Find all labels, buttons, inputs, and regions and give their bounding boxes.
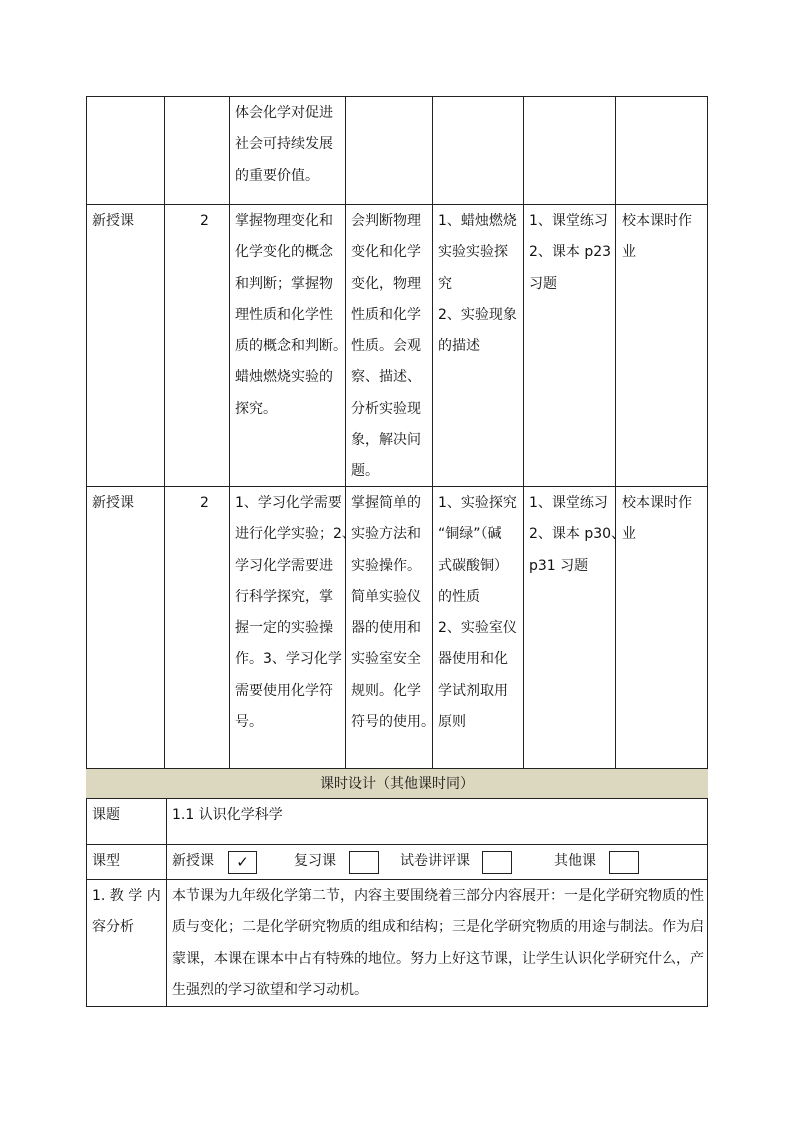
line: 掌握简单的 xyxy=(351,495,421,511)
line: 探究。 xyxy=(235,400,277,417)
line: 业 xyxy=(622,244,636,261)
line: 1、学习化学需要 xyxy=(235,495,342,511)
line: 学习化学需要进 xyxy=(235,557,333,574)
line: 实验室安全 xyxy=(351,651,421,668)
topic-value: 1.1 认识化学科学 xyxy=(172,807,283,823)
line: 究 xyxy=(438,275,452,292)
line: 作。3、学习化学 xyxy=(235,651,342,668)
line: 化学变化的概念 xyxy=(235,244,333,261)
type-option-review: 复习课 xyxy=(294,853,336,869)
line: 象，解决问 xyxy=(351,432,421,449)
line: 题。 xyxy=(351,463,379,480)
row2-activities xyxy=(438,488,517,738)
line: 1、课堂练习 xyxy=(529,213,608,229)
type-checkbox-new[interactable]: ✓ xyxy=(228,851,257,874)
line: 性质和化学 xyxy=(351,306,421,323)
line: 实验方法和 xyxy=(351,526,421,543)
section-header-band xyxy=(86,768,708,799)
line: 进行化学实验；2、 xyxy=(235,526,356,543)
line: 行科学探究，掌 xyxy=(235,588,333,605)
row2-exercises xyxy=(529,488,625,582)
line: 实验操作。 xyxy=(351,557,421,574)
line: 2、实验现象 xyxy=(438,306,517,323)
line: 掌握物理变化和 xyxy=(235,213,333,229)
line: 会判断物理 xyxy=(351,213,421,229)
line: 需要使用化学符 xyxy=(235,682,333,699)
row2-homework xyxy=(622,488,692,551)
line: 蜡烛燃烧实验的 xyxy=(235,369,333,386)
row0-objectives-text xyxy=(235,98,333,192)
type-checkbox-other[interactable] xyxy=(609,851,639,874)
line: 的性质 xyxy=(438,588,480,605)
line: 容分析 xyxy=(92,919,134,936)
row1-activities xyxy=(438,206,517,362)
upper-col-divider-6 xyxy=(615,96,616,769)
analysis-text xyxy=(172,881,704,1006)
line: 分析实验现 xyxy=(351,400,421,417)
row2-lesson-type: 新授课 xyxy=(92,495,134,511)
line: 器使用和化 xyxy=(438,651,508,668)
line: 生强烈的学习欲望和学习动机。 xyxy=(172,981,368,998)
lower-row-divider-1 xyxy=(86,844,708,845)
section-title: 课时设计（其他课时同） xyxy=(320,776,474,792)
line: 学试剂取用 xyxy=(438,682,508,699)
row1-abilities xyxy=(351,206,421,488)
line: 简单实验仪 xyxy=(351,588,421,605)
line: 业 xyxy=(622,526,636,543)
line: 原则 xyxy=(438,714,466,731)
topic-label: 课题 xyxy=(92,807,120,823)
line: 的描述 xyxy=(438,338,480,355)
line: 2、课本 p23 xyxy=(529,244,612,261)
type-option-other: 其他课 xyxy=(554,853,596,869)
row2-objectives xyxy=(235,488,356,738)
line: 本节课为九年级化学第二节，内容主要围绕着三部分内容展开：一是化学研究物质的性 xyxy=(172,888,704,904)
line: 质与变化；二是化学研究物质的组成和结构；三是化学研究物质的用途与制法。作为启 xyxy=(172,919,704,936)
row1-lesson-type: 新授课 xyxy=(92,213,134,229)
type-label: 课型 xyxy=(92,853,120,869)
line: 式碳酸铜） xyxy=(438,557,508,574)
row1-homework xyxy=(622,206,692,269)
line: 变化，物理 xyxy=(351,275,421,292)
analysis-label xyxy=(92,881,161,944)
line: 1、课堂练习 xyxy=(529,495,608,511)
line: 理性质和化学性 xyxy=(235,306,333,323)
line: 社会可持续发展 xyxy=(235,136,333,153)
line: 规则。化学 xyxy=(351,682,421,699)
upper-row-divider-1 xyxy=(86,204,708,205)
line: 1. 教 学 内 xyxy=(92,888,161,904)
upper-col-divider-5 xyxy=(523,96,524,769)
row2-abilities xyxy=(351,488,435,738)
line: “铜绿”（碱 xyxy=(438,526,502,543)
lower-row-divider-2 xyxy=(86,879,708,880)
line: p31 习题 xyxy=(529,557,589,574)
line: 习题 xyxy=(529,275,557,292)
lower-col-divider xyxy=(166,798,167,1007)
line: 握一定的实验操 xyxy=(235,620,333,637)
type-option-exam-review: 试卷讲评课 xyxy=(400,853,470,869)
line: 性质。会观 xyxy=(351,338,421,355)
line: 质的概念和判断。 xyxy=(235,338,347,355)
line: 器的使用和 xyxy=(351,620,421,637)
row1-exercises xyxy=(529,206,611,300)
line: 符号的使用。 xyxy=(351,714,435,731)
type-checkbox-review[interactable] xyxy=(349,851,379,874)
row1-hours: 2 xyxy=(200,213,209,229)
line: 蒙课，本课在课本中占有特殊的地位。努力上好这节课，让学生认识化学研究什么，产 xyxy=(172,950,704,967)
row2-hours: 2 xyxy=(200,495,209,511)
line: 2、课本 p30、 xyxy=(529,526,626,543)
type-checkbox-exam-review[interactable] xyxy=(482,851,512,874)
line: 变化和化学 xyxy=(351,244,421,261)
upper-col-divider-1 xyxy=(164,96,165,769)
line: 和判断；掌握物 xyxy=(235,275,333,292)
line: 的重要价值。 xyxy=(235,167,319,184)
line: 1、实验探究 xyxy=(438,495,517,511)
line: 校本课时作 xyxy=(622,495,692,511)
type-option-new: 新授课 xyxy=(172,853,214,869)
row1-objectives xyxy=(235,206,347,425)
line: 1、蜡烛燃烧 xyxy=(438,213,517,229)
line: 2、实验室仪 xyxy=(438,620,517,637)
line: 校本课时作 xyxy=(622,213,692,229)
upper-col-divider-2 xyxy=(229,96,230,769)
line: 实验实验探 xyxy=(438,244,508,261)
line: 体会化学对促进 xyxy=(235,105,333,121)
line: 号。 xyxy=(235,714,263,731)
line: 察、描述、 xyxy=(351,369,421,386)
